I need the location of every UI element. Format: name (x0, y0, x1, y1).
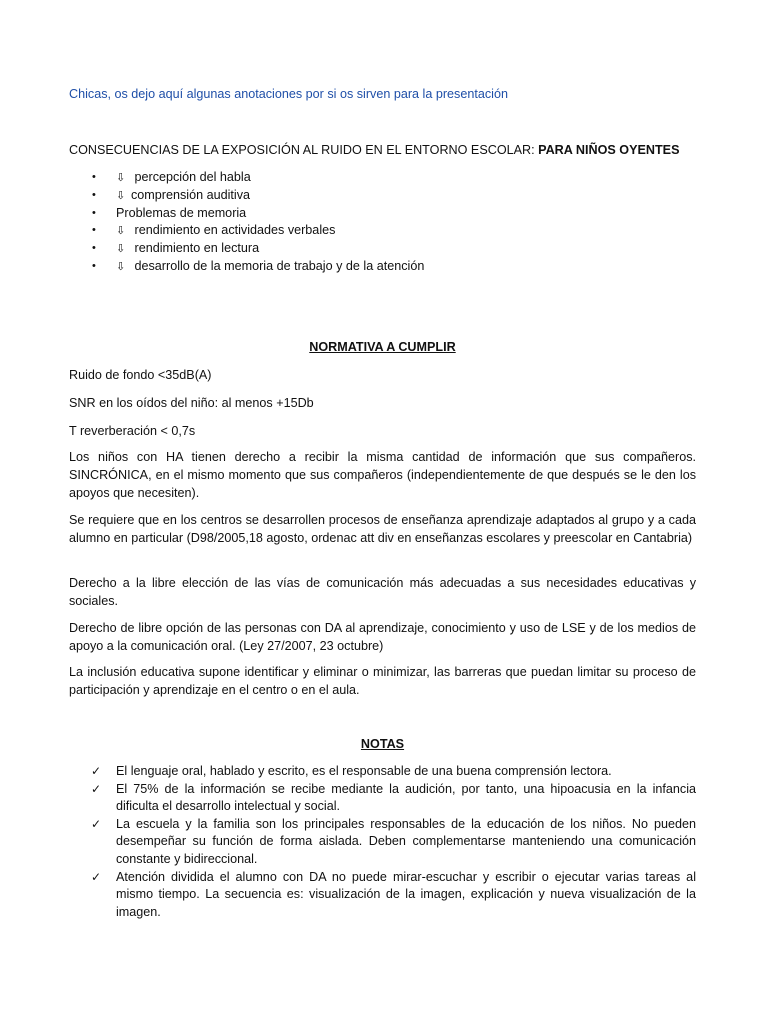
list-item (69, 869, 696, 922)
list-item-text: comprensión auditiva (131, 187, 251, 202)
list-item (69, 781, 696, 816)
bullet-icon: • (92, 224, 96, 237)
list-item (69, 222, 424, 240)
normativa-paragraph: Derecho a la libre elección de las vías de comunicación más adecuadas a sus necesidades educativas y sociales. (69, 576, 696, 608)
normativa-paragraph: Los niños con HA tienen derecho a recibir la misma cantidad de información que sus compañeros. SINCRÓNICA, en el mismo momento que sus compañeros (independientemente de que después se le den los apoyos que necesiten). (69, 450, 696, 500)
list-item-text: percepción del habla (131, 170, 251, 184)
list-item-text: El 75% de la información se recibe mediante la audición, por tanto, una hipoacusia en la infancia dificulta el desarrollo intelectual y social. (116, 781, 696, 814)
down-arrow-icon: ⇩ (116, 172, 126, 184)
bullet-icon: • (92, 188, 96, 201)
list-item-text: Problemas de memoria (116, 205, 247, 220)
checkmark-icon: ✓ (91, 764, 102, 778)
bullet-icon: • (92, 242, 96, 255)
normativa-line-reverb: T reverberación < 0,7s (69, 424, 196, 438)
bullet-icon: • (92, 171, 96, 183)
normativa-line-noise: Ruido de fondo <35dB(A) (69, 368, 212, 382)
normativa-paragraph: Derecho de libre opción de las personas con DA al aprendizaje, conocimiento y uso de LSE y de los medios de apoyo a la comunicación oral. (Ley 27/2007, 23 octubre) (69, 621, 696, 653)
down-arrow-icon: ⇩ (116, 189, 126, 202)
normativa-line-snr: SNR en los oídos del niño: al menos +15Db (69, 396, 314, 410)
consequences-heading (69, 143, 679, 157)
list-item-text: La escuela y la familia son los principales responsables de la educación de los niños. No pueden desempeñar su función de forma aislada. Deben complementarse manteniendo una comunicación constante y bidireccional. (116, 816, 696, 866)
bullet-icon: • (92, 259, 96, 272)
checkmark-icon: ✓ (91, 869, 102, 884)
consequences-list (69, 169, 424, 276)
list-item-text: Atención dividida el alumno con DA no puede mirar-escuchar y escribir o ejecutar varias tareas al mismo tiempo. La secuencia es: visualización de la imagen, explicación y nueva visualización de la imagen. (116, 869, 696, 919)
checkmark-icon: ✓ (91, 781, 102, 796)
notas-title: NOTAS (360, 737, 405, 751)
list-item (69, 169, 424, 187)
notas-list (69, 763, 696, 921)
consequences-heading-text: CONSECUENCIAS DE LA EXPOSICIÓN AL RUIDO EN EL ENTORNO ESCOLAR: (69, 143, 539, 157)
checkmark-icon: ✓ (91, 816, 102, 831)
normativa-paragraph: Se requiere que en los centros se desarrollen procesos de enseñanza aprendizaje adaptados al grupo y a cada alumno en particular (D98/2005,18 agosto, ordenac att div en enseñanzas escolares y preescolar en Cantabria) (69, 513, 696, 545)
consequences-heading-bold: PARA NIÑOS OYENTES (538, 143, 680, 157)
down-arrow-icon: ⇩ (116, 225, 126, 238)
list-item-text: rendimiento en actividades verbales (131, 223, 336, 238)
down-arrow-icon: ⇩ (116, 243, 126, 256)
intro-note: Chicas, os dejo aquí algunas anotaciones por si os sirven para la presentación (69, 87, 508, 101)
list-item-text: desarrollo de la memoria de trabajo y de la atención (131, 258, 425, 273)
list-item (69, 187, 424, 205)
list-item (69, 240, 424, 258)
list-item (69, 763, 696, 781)
normativa-title: NORMATIVA A CUMPLIR (309, 340, 456, 354)
list-item (69, 205, 424, 223)
list-item-text: rendimiento en lectura (131, 241, 260, 256)
normativa-paragraph: La inclusión educativa supone identificar y eliminar o minimizar, las barreras que puedan limitar su proceso de participación y aprendizaje en el centro o en el aula. (69, 665, 696, 697)
bullet-icon: • (92, 206, 96, 219)
list-item-text: El lenguaje oral, hablado y escrito, es el responsable de una buena comprensión lectora. (116, 764, 612, 778)
list-item (69, 816, 696, 869)
list-item (69, 258, 424, 276)
down-arrow-icon: ⇩ (116, 260, 126, 273)
